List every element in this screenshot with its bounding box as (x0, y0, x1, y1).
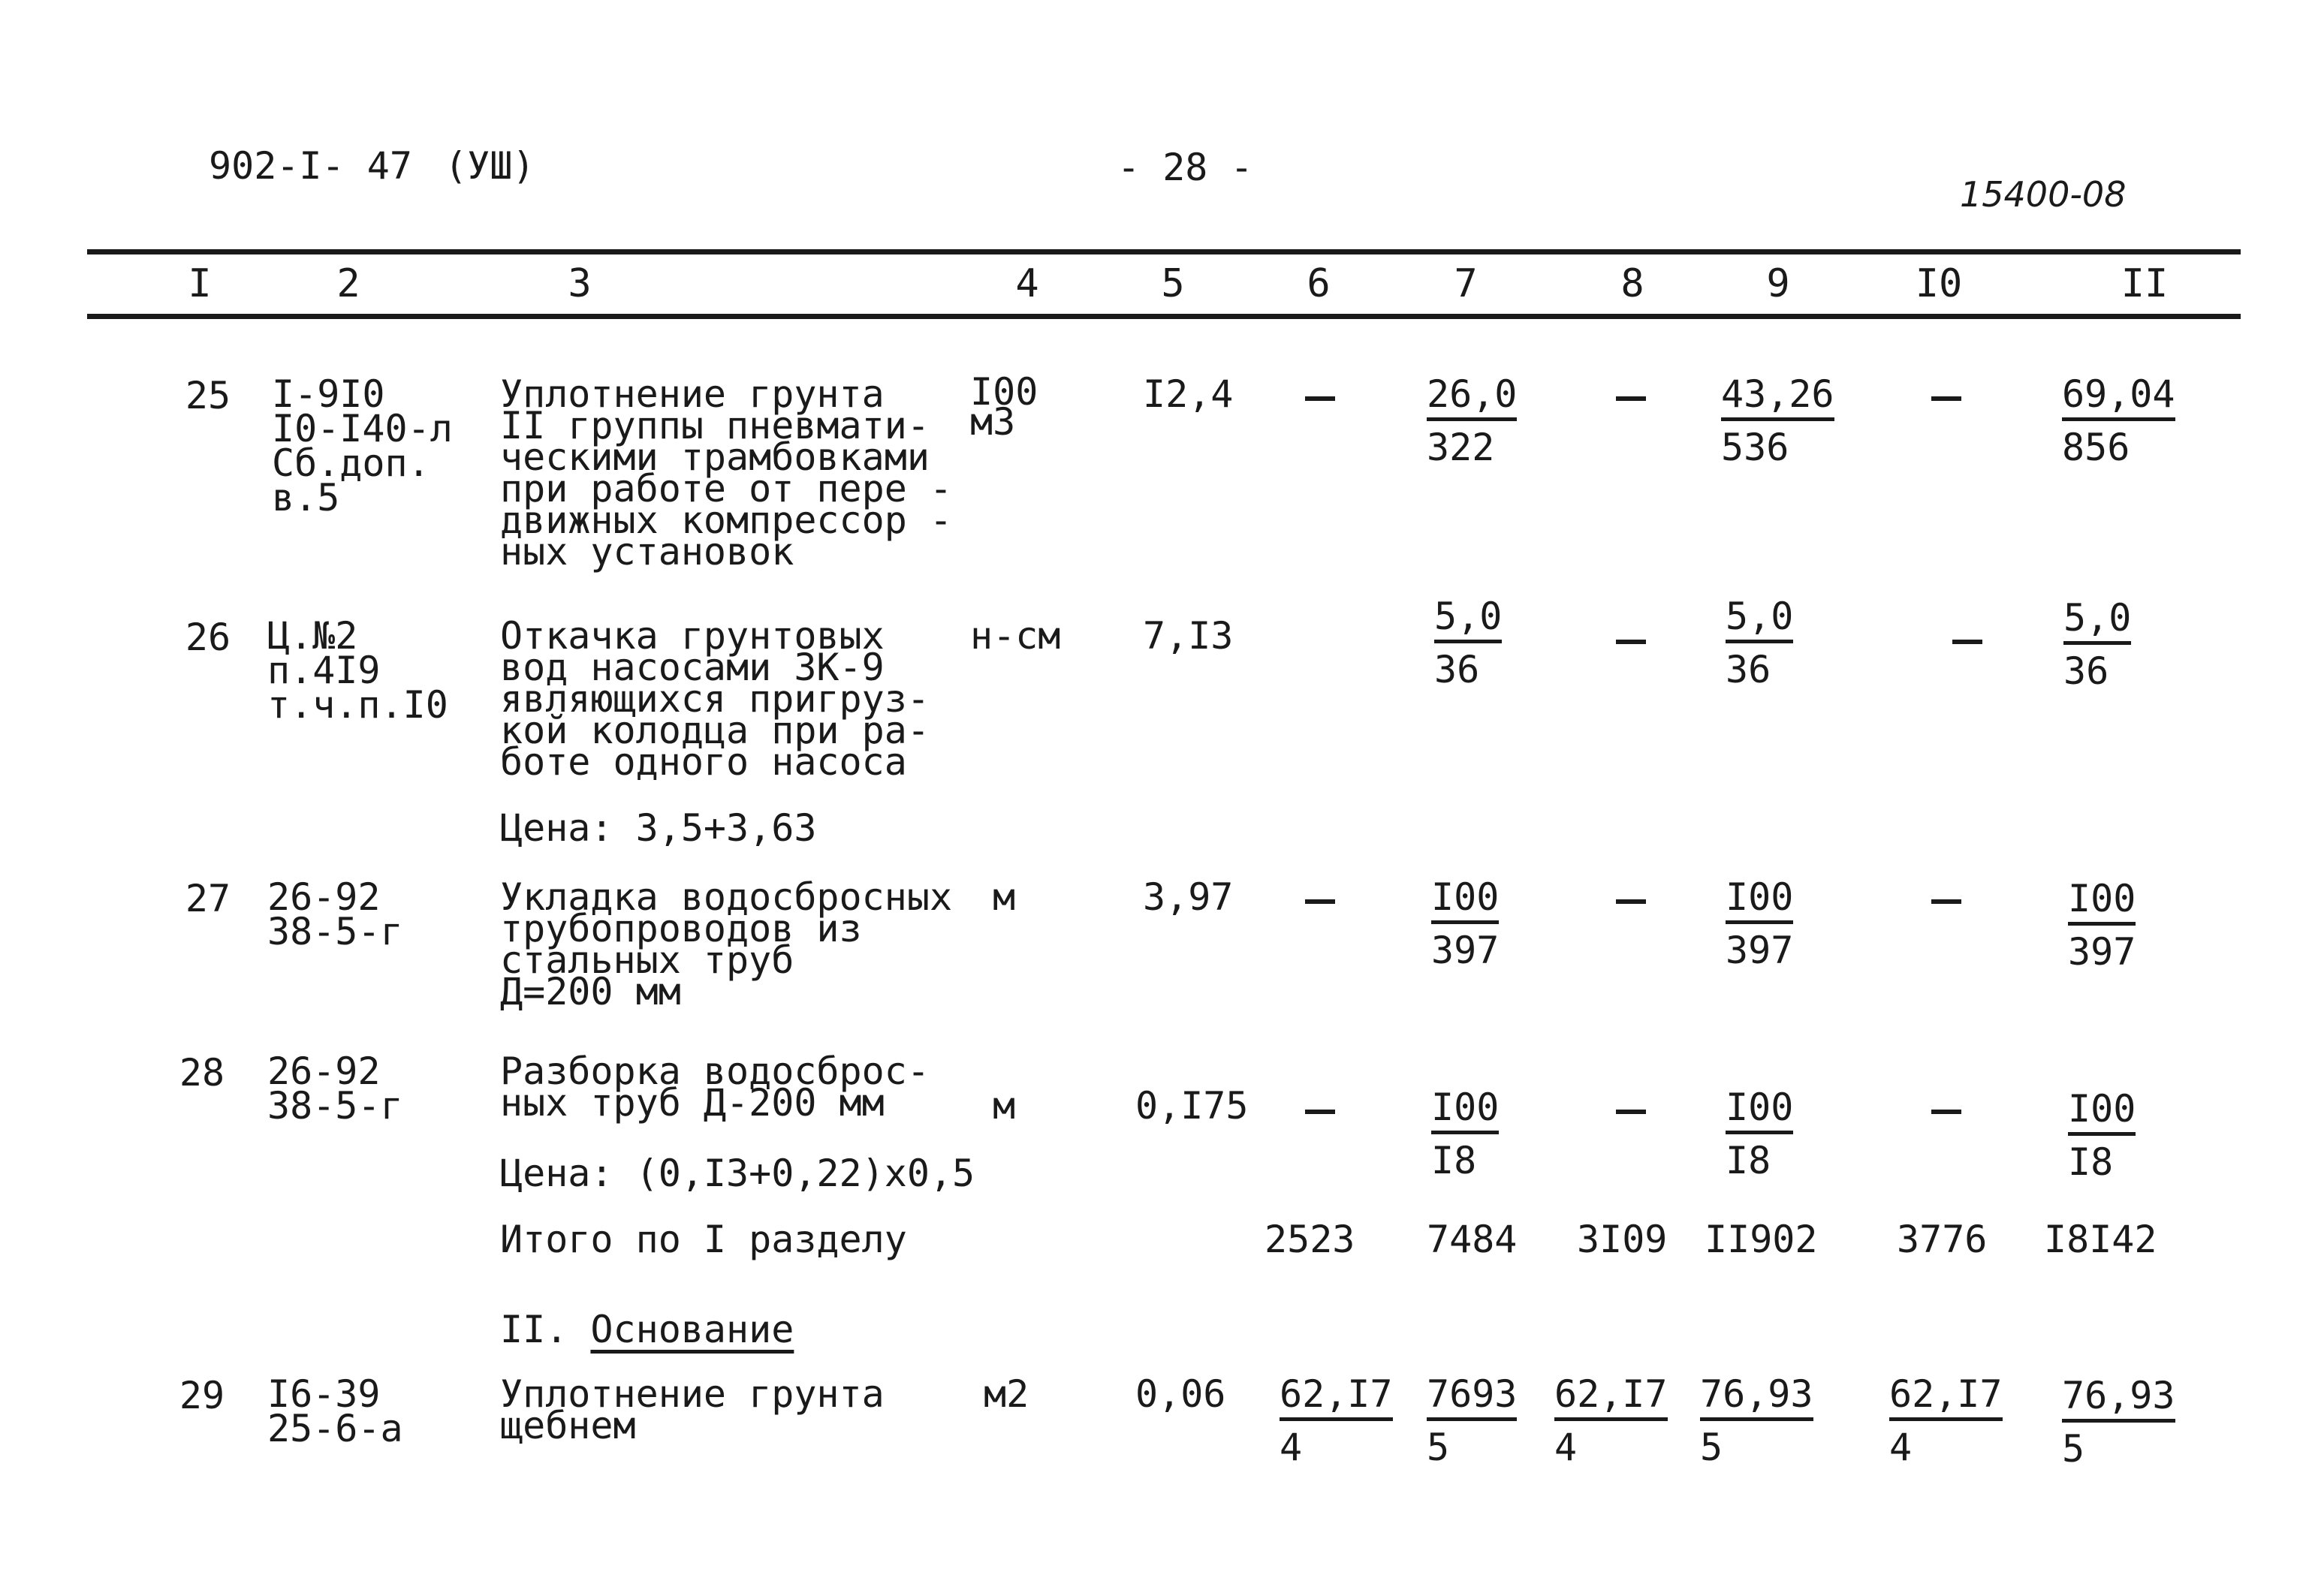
total-col9: II902 (1705, 1218, 1818, 1261)
page-number: - 28 - (1117, 146, 1253, 189)
measure-unit: м2 (984, 1372, 1029, 1416)
empty-cell-dash (1616, 396, 1646, 401)
measure-unit: н-см (970, 614, 1061, 658)
cost-total-value: 322 (1427, 426, 1495, 469)
column-header-7: 7 (1454, 261, 1478, 306)
cost-total-value: 36 (2063, 649, 2109, 693)
norm-code: 26-92 38-5-г (267, 1049, 403, 1128)
section-heading (500, 1308, 794, 1351)
cost-fraction-col9 (1721, 372, 1834, 469)
cost-fraction-col9 (1726, 595, 1794, 691)
cost-total-value: 5 (1700, 1426, 1723, 1469)
cost-total-value: 397 (1726, 929, 1794, 972)
empty-cell-dash (1305, 899, 1335, 904)
measure-unit: м (993, 1084, 1016, 1128)
total-col11: I8I42 (2044, 1218, 2157, 1261)
cost-unit-value: I00 (1431, 1089, 1499, 1134)
row-number: 27 (185, 877, 231, 920)
cost-total-value: 536 (1721, 426, 1789, 469)
row-number: 25 (185, 374, 231, 417)
cost-fraction-col11 (2063, 596, 2132, 693)
quantity: 3,97 (1143, 875, 1234, 919)
norm-code: I6-39 25-6-а (267, 1372, 403, 1450)
cost-unit-value: 7693 (1427, 1375, 1517, 1421)
quantity: 7,I3 (1143, 614, 1234, 658)
cost-total-value: 856 (2062, 426, 2130, 469)
total-col6: 2523 (1265, 1218, 1355, 1261)
cost-unit-value: 5,0 (2063, 599, 2131, 645)
column-header-11: II (2121, 261, 2169, 306)
row-number: 28 (179, 1051, 225, 1095)
cost-fraction-col7 (1434, 595, 1503, 691)
column-header-1: I (188, 261, 212, 306)
totals-label: Итого по I разделу (500, 1218, 907, 1261)
cost-unit-value: 62,I7 (1554, 1375, 1668, 1421)
cost-unit-value: 69,04 (2062, 375, 2175, 421)
work-description: Откачка грунтовых вод насосами ЗК-9 являющихся пригруз- кой колодца при ра- боте одного насоса (500, 614, 930, 784)
row-number: 26 (185, 616, 231, 659)
cost-fraction-col9 (1726, 1086, 1794, 1182)
cost-fraction-col11 (2068, 877, 2136, 974)
column-header-9: 9 (1766, 261, 1790, 306)
cost-total-value: 36 (1726, 648, 1771, 691)
quantity: 0,06 (1135, 1372, 1226, 1416)
cost-fraction-col8 (1554, 1372, 1668, 1469)
empty-cell-dash (1952, 640, 1982, 644)
archive-stamp: 15400-08 (1960, 174, 2127, 215)
cost-unit-value: 43,26 (1721, 375, 1834, 421)
norm-code: 26-92 38-5-г (267, 875, 403, 953)
cost-total-value: I8 (1431, 1139, 1477, 1182)
measure-unit: м (993, 875, 1016, 919)
column-header-4: 4 (1015, 261, 1039, 306)
cost-unit-value: 76,93 (2062, 1377, 2175, 1423)
price-note: Цена: 3,5+3,63 (500, 806, 817, 850)
empty-cell-dash (1305, 396, 1335, 401)
price-note: Цена: (0,I3+0,22)х0,5 (500, 1152, 975, 1195)
total-col7: 7484 (1427, 1218, 1518, 1261)
cost-fraction-col9 (1700, 1372, 1813, 1469)
cost-unit-value: 62,I7 (1280, 1375, 1393, 1421)
column-header-3: 3 (568, 261, 592, 306)
work-description: Уплотнение грунта II группы пневмати- ческими трамбовками при работе от пере - движных компрессор - ных установок (500, 372, 953, 574)
cost-unit-value: I00 (1431, 878, 1499, 924)
column-header-2: 2 (336, 261, 360, 306)
cost-total-value: I8 (2068, 1140, 2114, 1184)
table-top-rule (87, 249, 2241, 254)
table-header-rule (87, 314, 2241, 319)
cost-total-value: I8 (1726, 1139, 1771, 1182)
column-header-8: 8 (1620, 261, 1644, 306)
cost-total-value: 4 (1280, 1426, 1303, 1469)
quantity: 0,I75 (1135, 1084, 1249, 1128)
quantity: I2,4 (1143, 372, 1234, 416)
empty-cell-dash (1305, 1110, 1335, 1114)
cost-fraction-col7 (1427, 372, 1518, 469)
cost-fraction-col7 (1431, 875, 1500, 972)
cost-fraction-col9 (1726, 875, 1794, 972)
cost-unit-value: I00 (1726, 878, 1793, 924)
empty-cell-dash (1931, 396, 1961, 401)
cost-unit-value: 62,I7 (1889, 1375, 2003, 1421)
document-code: 902-I- 47 (209, 144, 412, 188)
column-header-10: I0 (1915, 261, 1963, 306)
work-description: Разборка водосброс- ных труб Д-200 мм (500, 1049, 930, 1125)
cost-total-value: 36 (1434, 648, 1480, 691)
work-description: Уплотнение грунта щебнем (500, 1372, 885, 1447)
norm-code: I-9I0 I0-I40-л Сб.доп. в.5 (272, 372, 453, 519)
cost-unit-value: 26,0 (1427, 375, 1517, 421)
cost-fraction-col7 (1431, 1086, 1500, 1182)
cost-total-value: 397 (2068, 930, 2136, 974)
empty-cell-dash (1931, 899, 1961, 904)
cost-total-value: 397 (1431, 929, 1500, 972)
cost-fraction-col6 (1280, 1372, 1393, 1469)
column-header-5: 5 (1161, 261, 1185, 306)
cost-fraction-col7 (1427, 1372, 1518, 1469)
total-col8: 3I09 (1577, 1218, 1668, 1261)
cost-fraction-col11 (2062, 1374, 2175, 1471)
cost-unit-value: I00 (2068, 1090, 2136, 1136)
measure-unit: I00 м3 (970, 370, 1038, 444)
cost-total-value: 5 (2062, 1427, 2085, 1471)
cost-total-value: 5 (1427, 1426, 1450, 1469)
section-number: II. (500, 1308, 568, 1351)
cost-unit-value: 5,0 (1726, 598, 1793, 643)
empty-cell-dash (1616, 1110, 1646, 1114)
cost-unit-value: 76,93 (1700, 1375, 1813, 1421)
cost-total-value: 4 (1554, 1426, 1578, 1469)
empty-cell-dash (1616, 640, 1646, 644)
cost-fraction-col10 (1889, 1372, 2003, 1469)
cost-total-value: 4 (1889, 1426, 1913, 1469)
cost-unit-value: I00 (1726, 1089, 1793, 1134)
work-description: Укладка водосбросных трубопроводов из стальных труб Д=200 мм (500, 875, 953, 1013)
cost-unit-value: I00 (2068, 880, 2136, 926)
cost-fraction-col11 (2062, 372, 2175, 469)
total-col10: 3776 (1897, 1218, 1988, 1261)
column-header-6: 6 (1307, 261, 1331, 306)
document-series: (УШ) (445, 144, 535, 188)
cost-fraction-col11 (2068, 1087, 2136, 1184)
row-number: 29 (179, 1374, 225, 1417)
section-title: Основание (590, 1308, 794, 1351)
cost-unit-value: 5,0 (1434, 598, 1502, 643)
norm-code: Ц.№2 п.4I9 т.ч.п.I0 (267, 614, 448, 727)
empty-cell-dash (1931, 1110, 1961, 1114)
empty-cell-dash (1616, 899, 1646, 904)
